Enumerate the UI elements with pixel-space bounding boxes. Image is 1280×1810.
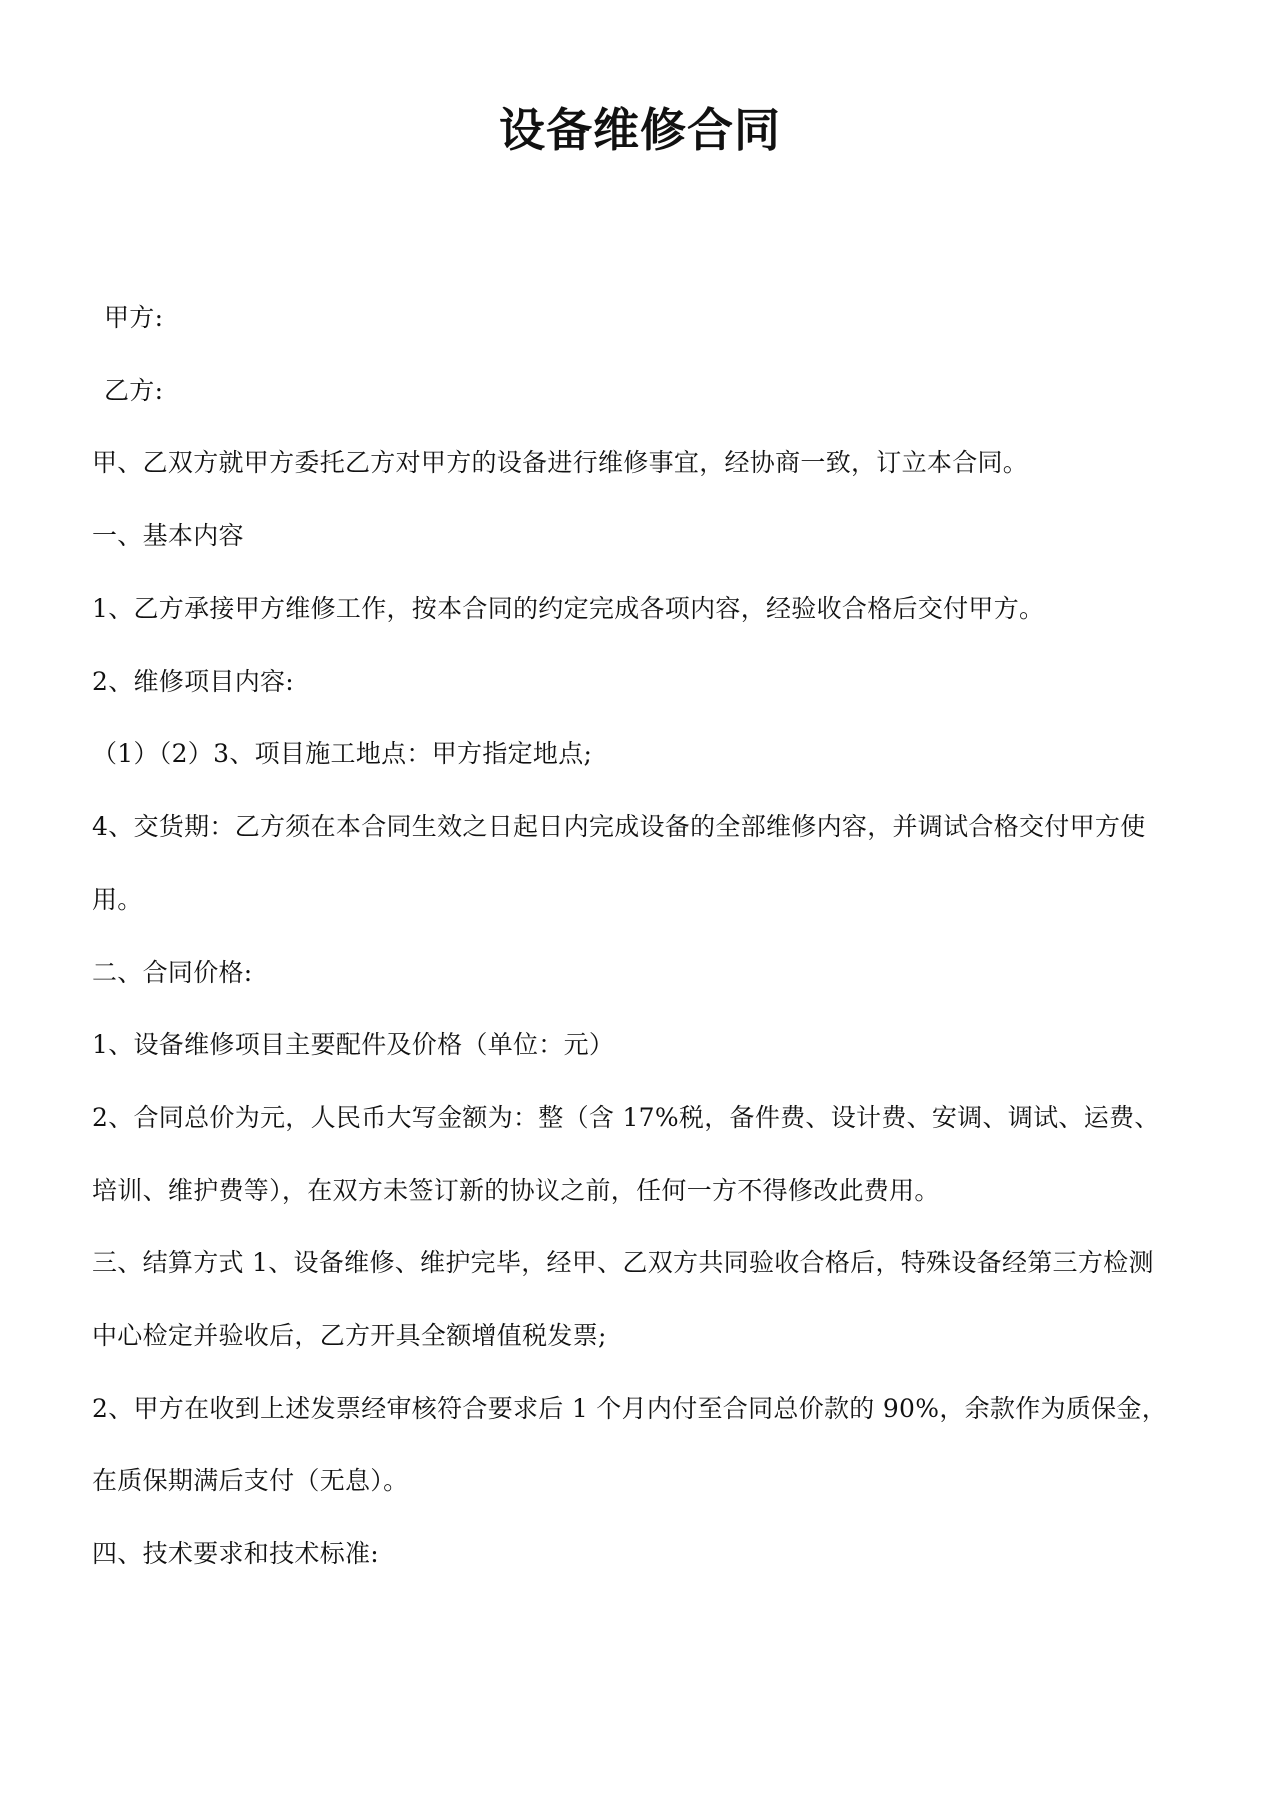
section-heading-technical-requirements: 四、技术要求和技术标准:: [92, 1539, 380, 1568]
clause-1-4: 4、交货期：乙方须在本合同生效之日起日内完成设备的全部维修内容，并调试合格交付甲方使: [92, 812, 1146, 841]
clause-2-2: 2、合同总价为元，人民币大写金额为：整（含 17%税，备件费、设计费、安调、调试、运费、: [92, 1103, 1160, 1132]
clause-3-2-continued: 在质保期满后支付（无息）。: [92, 1466, 409, 1495]
clause-3-1-continued: 中心检定并验收后，乙方开具全额增值税发票;: [92, 1321, 607, 1350]
party-b-line: 乙方:: [104, 376, 164, 405]
document-title: 设备维修合同: [499, 103, 781, 157]
clause-1-3: （1）（2）3、项目施工地点：甲方指定地点;: [92, 739, 593, 768]
section-heading-settlement: 三、结算方式 1、设备维修、维护完毕，经甲、乙双方共同验收合格后，特殊设备经第三方检测: [92, 1248, 1154, 1277]
clause-2-1: 1、设备维修项目主要配件及价格（单位：元）: [92, 1030, 615, 1059]
clause-2-2-continued: 培训、维护费等），在双方未签订新的协议之前，任何一方不得修改此费用。: [92, 1176, 940, 1205]
clause-1-4-continued: 用。: [92, 885, 143, 914]
preamble-paragraph: 甲、乙双方就甲方委托乙方对甲方的设备进行维修事宜，经协商一致，订立本合同。: [92, 448, 1029, 477]
section-heading-contract-price: 二、合同价格:: [92, 958, 253, 987]
clause-1-1: 1、乙方承接甲方维修工作，按本合同的约定完成各项内容，经验收合格后交付甲方。: [92, 594, 1045, 623]
party-a-line: 甲方:: [104, 303, 164, 332]
clause-1-2: 2、维修项目内容:: [92, 667, 295, 696]
section-heading-basic-content: 一、基本内容: [92, 521, 244, 550]
clause-3-2: 2、甲方在收到上述发票经审核符合要求后 1 个月内付至合同总价款的 90%，余款作为质保金，: [92, 1394, 1168, 1423]
